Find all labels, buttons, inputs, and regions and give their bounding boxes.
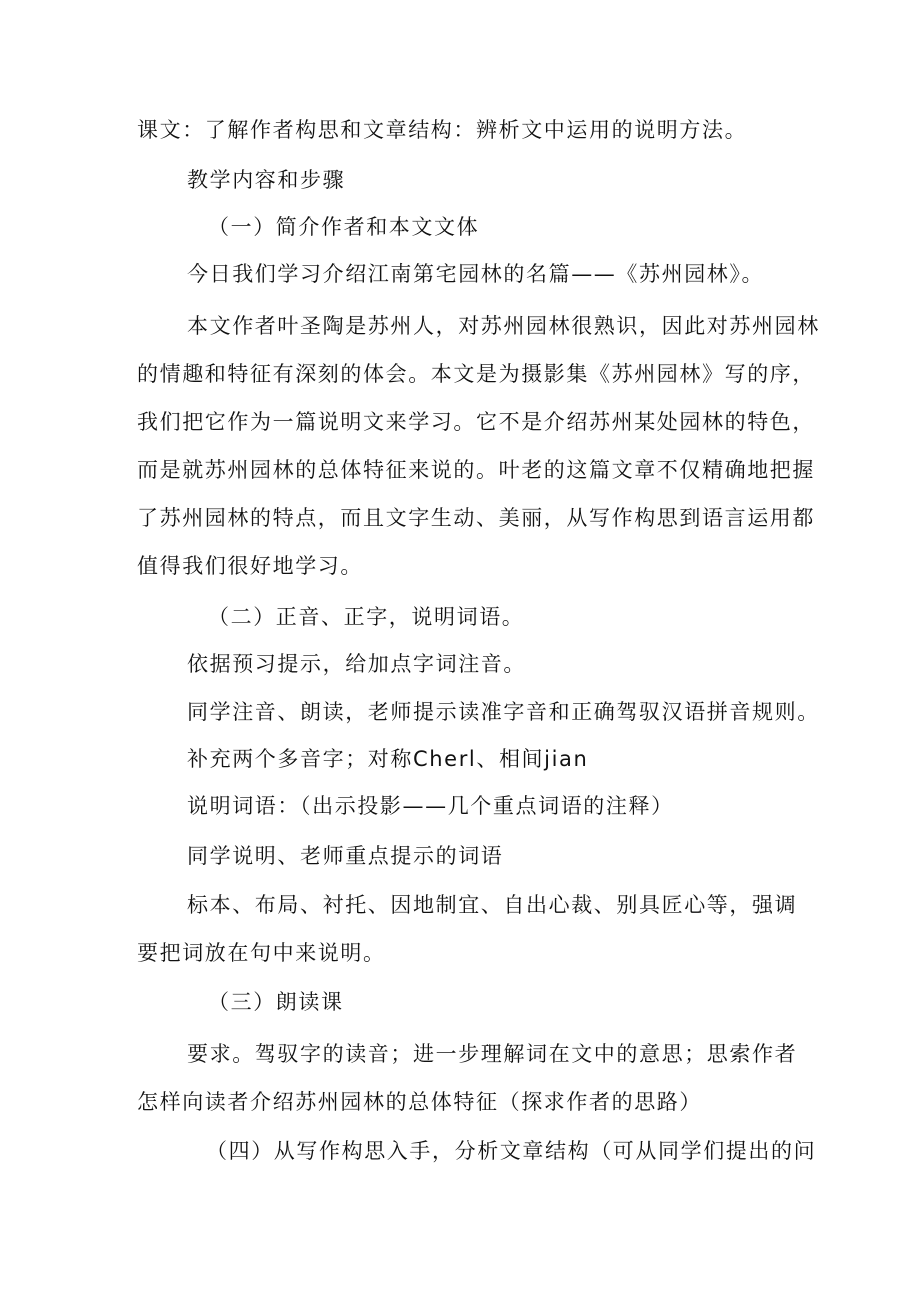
section-heading: 教学内容和步骤 [187, 168, 346, 192]
text-line: 了苏州园林的特点，而且文字生动、美丽，从写作构思到语言运用都 [137, 506, 815, 530]
text-line: 而是就苏州园林的总体特征来说的。叶老的这篇文章不仅精确地把握 [137, 458, 815, 482]
subsection-heading: （三）朗读课 [208, 990, 344, 1014]
text-line: 说明词语：（出示投影——几个重点词语的注释） [187, 794, 674, 818]
text-line: 同学注音、朗读，老师提示读准字音和正确驾驭汉语拼音规则。 [187, 700, 820, 724]
text-line: 要把词放在句中来说明。 [137, 941, 386, 965]
text-line: 课文：了解作者构思和文章结构：辨析文中运用的说明方法。 [137, 118, 748, 142]
text-line: 补充两个多音字；对称Cherl、相间jian [187, 747, 589, 771]
text-line: 怎样向读者介绍苏州园林的总体特征（探求作者的思路） [137, 1090, 702, 1114]
subsection-heading: （一）简介作者和本文文体 [208, 215, 480, 239]
text-line: 值得我们很好地学习。 [137, 554, 363, 578]
text-line: 依据预习提示，给加点字词注音。 [187, 652, 526, 676]
text-line: 今日我们学习介绍江南第宅园林的名篇——《苏州园林》。 [187, 262, 765, 286]
subsection-heading: （四）从写作构思入手，分析文章结构（可从同学们提出的问 [206, 1139, 817, 1163]
text-line: 标本、布局、衬托、因地制宜、自出心裁、别具匠心等，强调 [187, 893, 798, 917]
subsection-heading: （二）正音、正字，说明词语。 [208, 605, 525, 629]
text-line: 同学说明、老师重点提示的词语 [187, 844, 504, 868]
text-line: 要求。驾驭字的读音；进一步理解词在文中的意思；思索作者 [187, 1042, 798, 1066]
text-line: 的情趣和特征有深刻的体会。本文是为摄影集《苏州园林》写的序， [137, 362, 815, 386]
text-line: 我们把它作为一篇说明文来学习。它不是介绍苏州某处园林的特色， [137, 410, 815, 434]
text-line: 本文作者叶圣陶是苏州人，对苏州园林很熟识，因此对苏州园林 [187, 314, 820, 338]
